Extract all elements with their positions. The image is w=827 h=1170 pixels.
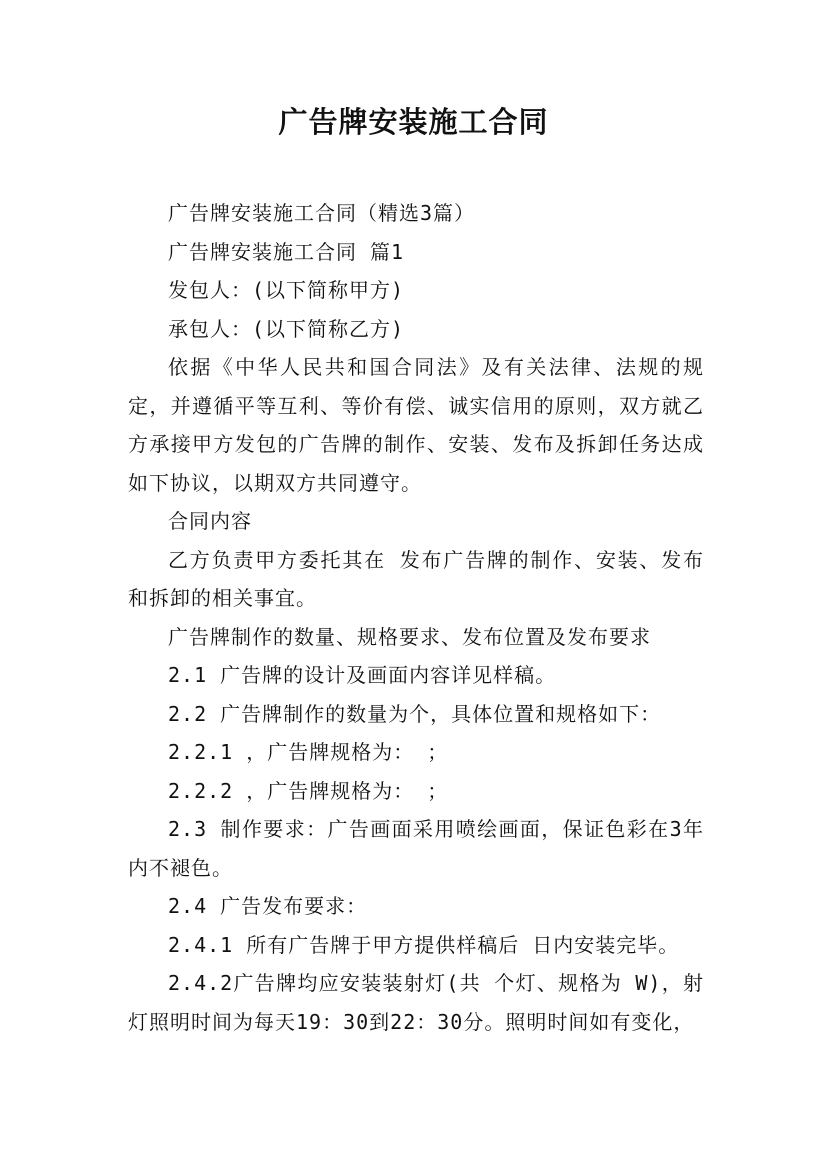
- paragraph-requirements-heading: 广告牌制作的数量、规格要求、发布位置及发布要求: [168, 624, 651, 649]
- paragraph-clause-2-1: 2.1 广告牌的设计及画面内容详见样稿。: [168, 663, 557, 687]
- paragraph-clause-2-4-1: 2.4.1 所有广告牌于甲方提供样稿后 日内安装完毕。: [168, 932, 680, 957]
- paragraph-party-a: 发包人：(以下简称甲方): [168, 278, 405, 302]
- paragraph-contract-content-heading: 合同内容: [168, 509, 252, 533]
- paragraph-clause-2-4-2: 2.4.2广告牌均应安装装射灯(共 个灯、规格为 W)，射灯照明时间为每天19：30到22：30分。照明时间如有变化，: [128, 971, 704, 1034]
- paragraph-clause-2-2-2: 2.2.2 ，广告牌规格为： ；: [168, 778, 449, 803]
- paragraph-responsibility: 乙方负责甲方委托其在 发布广告牌的制作、安装、发布和拆卸的相关事宜。: [128, 547, 704, 610]
- paragraph-party-b: 承包人：(以下简称乙方): [168, 316, 405, 341]
- paragraph-clause-2-3: 2.3 制作要求：广告画面采用喷绘画面，保证色彩在3年内不褪色。: [128, 817, 704, 880]
- paragraph-legal-basis: 依据《中华人民共和国合同法》及有关法律、法规的规定，并遵循平等互利、等价有偿、诚实信用的原则，双方就乙方承接甲方发包的广告牌的制作、安装、发布及拆卸任务达成如下协议，以期双方共同遵守。: [128, 355, 704, 495]
- paragraph-clause-2-2-1: 2.2.1 ，广告牌规格为： ；: [168, 740, 449, 764]
- document-body: [128, 194, 704, 1041]
- paragraph-clause-2-2: 2.2 广告牌制作的数量为个，具体位置和规格如下：: [168, 701, 662, 726]
- document-title: 广告牌安装施工合同: [278, 105, 549, 139]
- paragraph-heading-selection: 广告牌安装施工合同（精选3篇）: [168, 201, 476, 225]
- paragraph-clause-2-4: 2.4 广告发布要求：: [168, 894, 368, 918]
- paragraph-part-title: 广告牌安装施工合同 篇1: [168, 239, 405, 264]
